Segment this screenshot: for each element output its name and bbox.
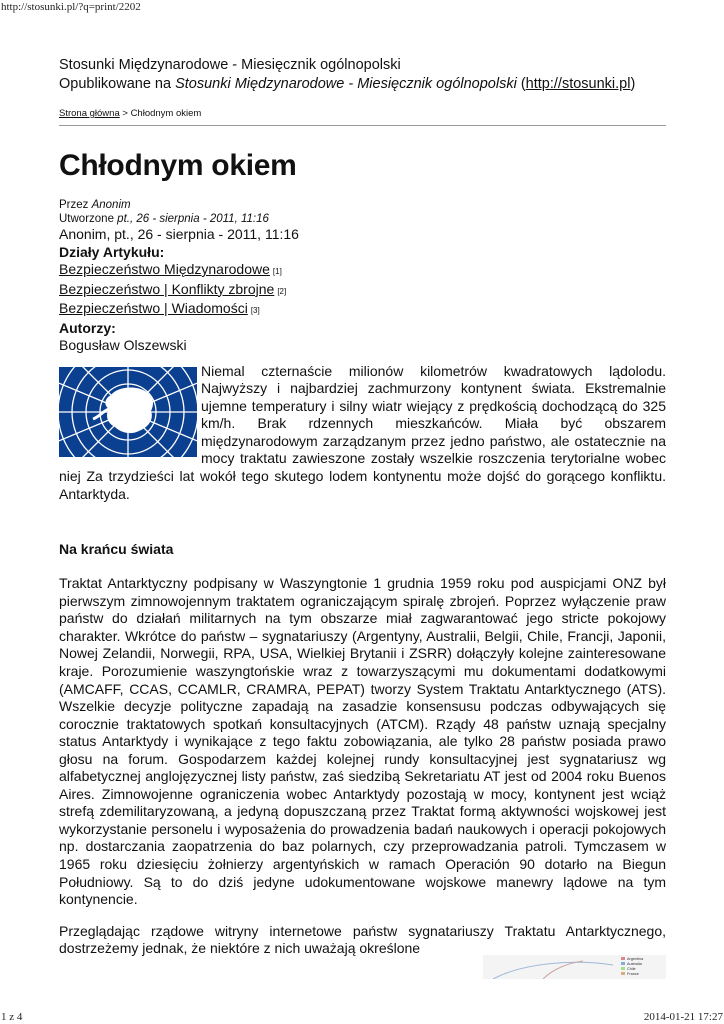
footnote-ref: [2] (277, 286, 287, 296)
created-date: pt., 26 - sierpnia - 2011, 11:16 (117, 213, 269, 225)
lead-text: Niemal czternaście milionów kilometrów kwadratowych lądolodu. Najwyższy i najbardziej zachmurzony kontynent świata. Ekstremalnie ujemne temperatury i silny wiatr wiejący z prędkością dochodzącą do 325 km/h. Brak rdzennych mieszkańców. Miała być obszarem międzynarodowym zarządzanym przez jedno państwo, ale ostatecznie na mocy traktatu zawieszone zostały wszelkie roszczenia terytorialne wobec niej Za trzydzieści lat wokół tego skutego lodem kontynentu może dojść do gorącego konfliktu. Antarktyda. (59, 362, 666, 502)
authors-heading: Autorzy: (59, 319, 116, 336)
map-legend-label: Argentina (627, 957, 644, 961)
print-footer-page: 1 z 4 (1, 1011, 23, 1023)
print-footer-datetime: 2014-01-21 17:27 (643, 1011, 723, 1023)
breadcrumb (59, 108, 666, 119)
antarctica-flag-image (59, 367, 197, 457)
breadcrumb-current: Chłodnym okiem (130, 108, 202, 119)
created-line (59, 212, 666, 226)
footnote-ref: [1] (272, 267, 282, 276)
byline-author: Anonim (91, 199, 131, 211)
link-close: ) (630, 76, 636, 92)
section-link[interactable]: Bezpieczeństwo Międzynarodowe (59, 261, 270, 277)
published-site-name: Stosunki Międzynarodowe - Miesięcznik ogólnopolski (175, 76, 517, 92)
section-link[interactable]: Bezpieczeństwo | Wiadomości (59, 300, 248, 316)
site-name: Stosunki Międzynarodowe - Miesięcznik ogólnopolski (59, 57, 401, 73)
map-legend-label: France (627, 972, 639, 976)
territorial-claims-map-image (483, 955, 666, 979)
claims-map-graphic (483, 955, 666, 979)
print-header-url: http://stosunki.pl/?q=print/2202 (1, 1, 141, 13)
map-legend-label: Chile (627, 967, 636, 971)
article-container (59, 56, 666, 958)
map-legend-label: Australia (627, 962, 642, 966)
created-label: Utworzone (59, 213, 118, 225)
author-name: Bogusław Olszewski (59, 337, 187, 353)
section-link-row (59, 281, 666, 301)
section-link-row (59, 261, 666, 281)
link-open: ( (516, 76, 526, 92)
sections-heading: Działy Artykułu: (59, 243, 165, 260)
antarctica-flag-icon (59, 367, 197, 457)
page-title: Chłodnym okiem (59, 149, 297, 182)
byline-label: Przez (59, 199, 92, 211)
section-heading: Na krańcu świata (59, 541, 174, 558)
body-paragraph: Traktat Antarktyczny podpisany w Waszyngtonie 1 grudnia 1959 roku pod auspicjami ONZ był pierwszym zimnowojennym traktatem ograniczającym spiralę zbrojeń. Poprzez wyłączenie praw państw do działań militarnych na tym obszarze miał zagwarantować jego stricte pokojowy charakter. Wkrótce do państw – sygnatariuszy (Argentyny, Australii, Belgii, Chile, Francji, Japonii, Nowej Zelandii, Norwegii, RPA, USA, Wielkiej Brytanii i ZSRR) dołączyły kolejne zainteresowane kraje. Porozumienie waszyngtońskie wraz z towarzyszącymi mu dokumentami dodatkowymi (AMCAFF, CCAS, CCAMLR, CRAMRA, PEPAT) tworzy System Traktatu Antarktycznego (ATS). Wszelkie decyzje polityczne zapadają na zasadzie konsensusu podczas odbywających się corocznie traktatowych spotkań konsultacyjnych (ATCM). Rządy 48 państw uznają specjalny status Antarktydy i wynikające z tego faktu zobowiązania, ale tylko 28 państw posiada prawo głosu na forum. Gospodarzem każdej kolejnej rundy konsultacyjnej jest sygnatariusz wg alfabetycznej anglojęzycznej listy państw, zaś siedzibą Sekretariatu AT jest od 2004 roku Buenos Aires. Zimnowojenne ograniczenia wobec Antarktydy pozostają w mocy, kontynent jest wciąż strefą zdemilitaryzowaną, a jedyną dopuszczaną przez Traktat formą aktywności wojskowej jest wykorzystanie personelu i wyposażenia do prowadzenia badań naukowych i operacji pokojowych np. dostarczania zaopatrzenia do baz polarnych, czy przeprowadzania patroli. Tymczasem w 1965 roku dziesięciu żołnierzy argentyńskich w ramach Operación 90 dotarło na Biegun Południowy. Są to do dziś jedyne udokumentowane wojskowe manewry lądowe na tym kontynencie. (59, 575, 666, 908)
site-url-link[interactable]: http://stosunki.pl (525, 76, 631, 92)
author-date: Anonim, pt., 26 - sierpnia - 2011, 11:16 (59, 226, 299, 242)
breadcrumb-separator: > (119, 108, 131, 119)
body-paragraph: Przeglądając rządowe witryny internetowe państw sygnatariuszy Traktatu Antarktycznego, dostrzeżemy jednak, że niektóre z nich uważają określone (59, 922, 666, 957)
published-line (59, 75, 666, 94)
header-divider (59, 125, 666, 126)
section-link-row (59, 300, 666, 320)
lead-block (59, 363, 666, 504)
footnote-ref: [3] (250, 306, 260, 315)
breadcrumb-home-link[interactable]: Strona główna (59, 108, 120, 119)
section-link[interactable]: Bezpieczeństwo | Konflikty zbrojne (59, 280, 275, 297)
published-prefix: Opublikowane na (59, 76, 176, 92)
byline (59, 198, 666, 212)
